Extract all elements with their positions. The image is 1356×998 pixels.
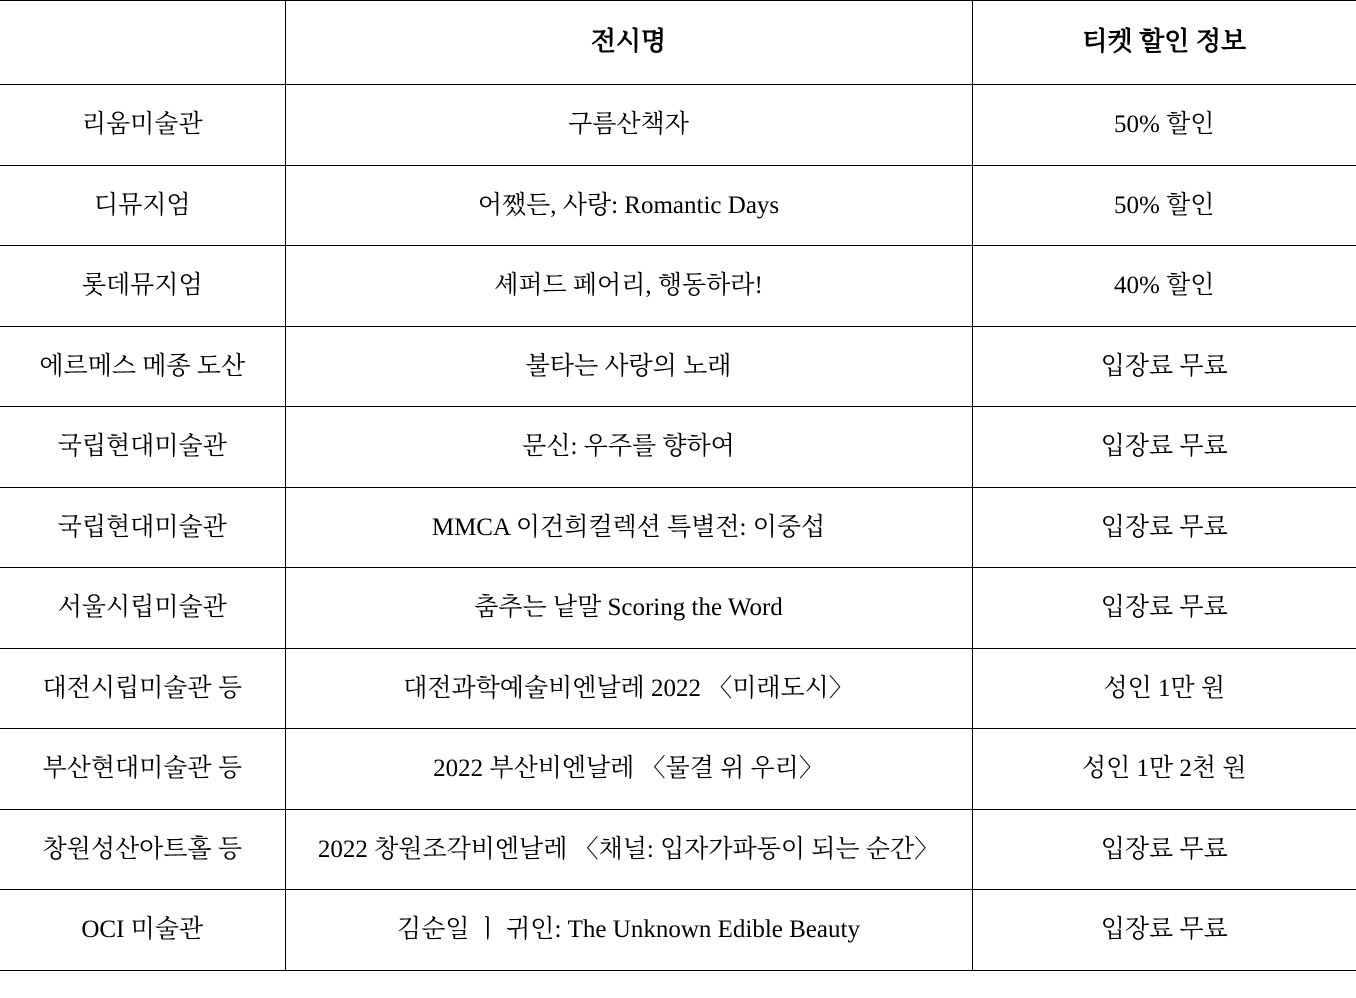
cell-discount: 성인 1만 2천 원	[972, 729, 1356, 810]
cell-venue: 부산현대미술관 등	[0, 729, 285, 810]
cell-venue: 국립현대미술관	[0, 407, 285, 488]
table-header	[0, 1, 1356, 85]
cell-title: 셰퍼드 페어리, 행동하라!	[285, 246, 972, 327]
table-row	[0, 890, 1356, 971]
cell-title: MMCA 이건희컬렉션 특별전: 이중섭	[285, 487, 972, 568]
cell-title: 김순일 ㅣ 귀인: The Unknown Edible Beauty	[285, 890, 972, 971]
table-row	[0, 407, 1356, 488]
table-row	[0, 809, 1356, 890]
column-header-venue	[0, 1, 285, 85]
cell-title: 어쨌든, 사랑: Romantic Days	[285, 165, 972, 246]
cell-discount: 입장료 무료	[972, 407, 1356, 488]
column-header-title: 전시명	[285, 1, 972, 85]
cell-discount: 입장료 무료	[972, 809, 1356, 890]
cell-title: 구름산책자	[285, 85, 972, 166]
table-row	[0, 729, 1356, 810]
cell-venue: 디뮤지엄	[0, 165, 285, 246]
cell-title: 대전과학예술비엔날레 2022 〈미래도시〉	[285, 648, 972, 729]
cell-discount: 입장료 무료	[972, 487, 1356, 568]
cell-venue: 대전시립미술관 등	[0, 648, 285, 729]
cell-venue: OCI 미술관	[0, 890, 285, 971]
cell-discount: 50% 할인	[972, 165, 1356, 246]
table-row	[0, 568, 1356, 649]
cell-title: 문신: 우주를 향하여	[285, 407, 972, 488]
cell-venue: 국립현대미술관	[0, 487, 285, 568]
table-header-row	[0, 1, 1356, 85]
cell-venue: 리움미술관	[0, 85, 285, 166]
cell-discount: 50% 할인	[972, 85, 1356, 166]
cell-venue: 서울시립미술관	[0, 568, 285, 649]
cell-title: 불타는 사랑의 노래	[285, 326, 972, 407]
column-header-discount: 티켓 할인 정보	[972, 1, 1356, 85]
cell-title: 2022 부산비엔날레 〈물결 위 우리〉	[285, 729, 972, 810]
table-row	[0, 326, 1356, 407]
cell-venue: 롯데뮤지엄	[0, 246, 285, 327]
cell-discount: 입장료 무료	[972, 568, 1356, 649]
table-row	[0, 165, 1356, 246]
table-row	[0, 648, 1356, 729]
table-row	[0, 487, 1356, 568]
table-row	[0, 85, 1356, 166]
cell-title: 2022 창원조각비엔날레 〈채널: 입자가파동이 되는 순간〉	[285, 809, 972, 890]
cell-discount: 입장료 무료	[972, 326, 1356, 407]
table-body	[0, 85, 1356, 971]
cell-discount: 40% 할인	[972, 246, 1356, 327]
cell-title: 춤추는 낱말 Scoring the Word	[285, 568, 972, 649]
table-row	[0, 246, 1356, 327]
cell-venue: 에르메스 메종 도산	[0, 326, 285, 407]
cell-venue: 창원성산아트홀 등	[0, 809, 285, 890]
cell-discount: 입장료 무료	[972, 890, 1356, 971]
cell-discount: 성인 1만 원	[972, 648, 1356, 729]
